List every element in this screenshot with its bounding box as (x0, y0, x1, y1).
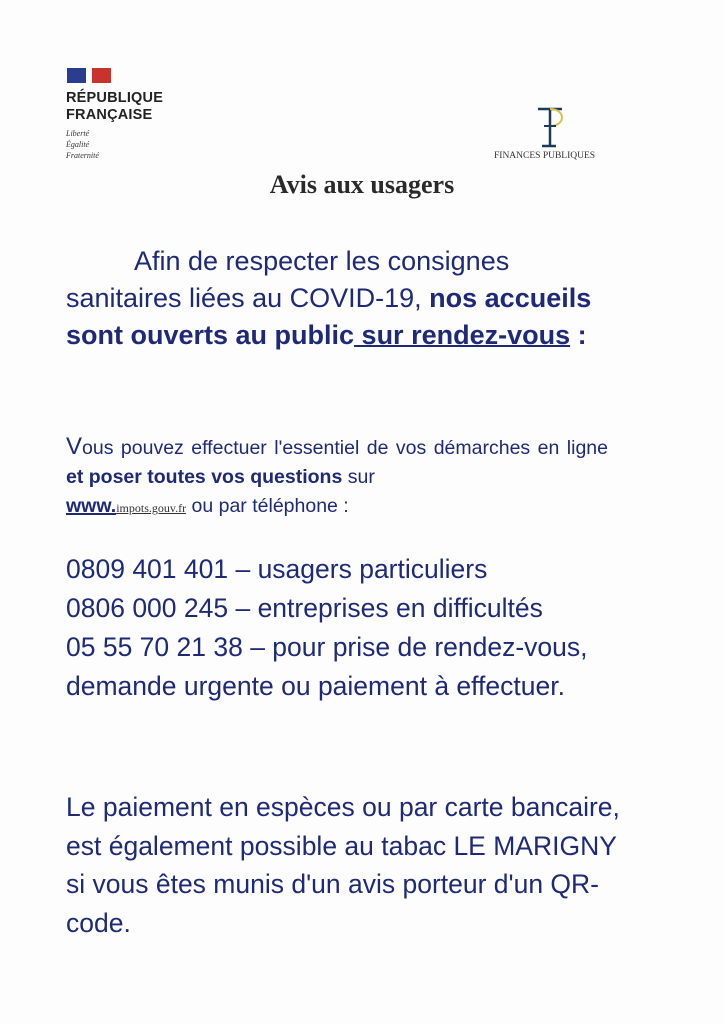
phone-entreprises: 0806 000 245 – entreprises en difficultés (66, 593, 543, 623)
rf-line-1: RÉPUBLIQUE (66, 90, 164, 106)
motto-2: Égalité (66, 140, 90, 149)
intro-colon: : (570, 320, 587, 350)
online-text-1: ous pouvez effectuer l'essentiel de vos démarches en ligne (82, 437, 608, 459)
online-bold: et poser toutes vos questions (66, 466, 343, 488)
motto-1: Liberté (66, 129, 90, 138)
initial-v: V (66, 433, 83, 460)
rf-line-2: FRANÇAISE (66, 107, 153, 123)
phone-rendez-vous: 05 55 70 21 38 – pour prise de rendez-vous, demande urgente ou paiement à effectuer. (66, 632, 588, 701)
payment-paragraph: Le paiement en espèces ou par carte bancaire, est également possible au tabac LE MARIGNY si vous êtes munis d'un avis porteur d'un QR-code. (66, 792, 620, 938)
motto-3: Fraternité (66, 151, 99, 160)
finances-publiques-text: FINANCES PUBLIQUES (494, 151, 596, 161)
motto (66, 128, 99, 161)
site-link[interactable]: impots.gouv.fr (116, 501, 187, 515)
phone-particuliers: 0809 401 401 – usagers particuliers (66, 554, 488, 584)
finances-publiques-logo (530, 106, 570, 148)
www-link[interactable]: www. (66, 495, 117, 517)
intro-bold: nos accueils sont ouverts au public (66, 283, 592, 350)
marianne-logo (67, 68, 111, 83)
online-text-3: ou par téléphone : (186, 495, 349, 517)
intro-underline: sur rendez-vous (354, 320, 571, 350)
republique-francaise (66, 90, 163, 124)
phone-list (66, 550, 656, 706)
online-paragraph (66, 432, 608, 523)
page-title: Avis aux usagers (269, 170, 455, 199)
intro-paragraph (66, 243, 614, 354)
intro-text: Afin de respecter les consignes sanitaires liées au COVID-19, (66, 246, 510, 313)
online-text-2: sur (342, 466, 375, 488)
